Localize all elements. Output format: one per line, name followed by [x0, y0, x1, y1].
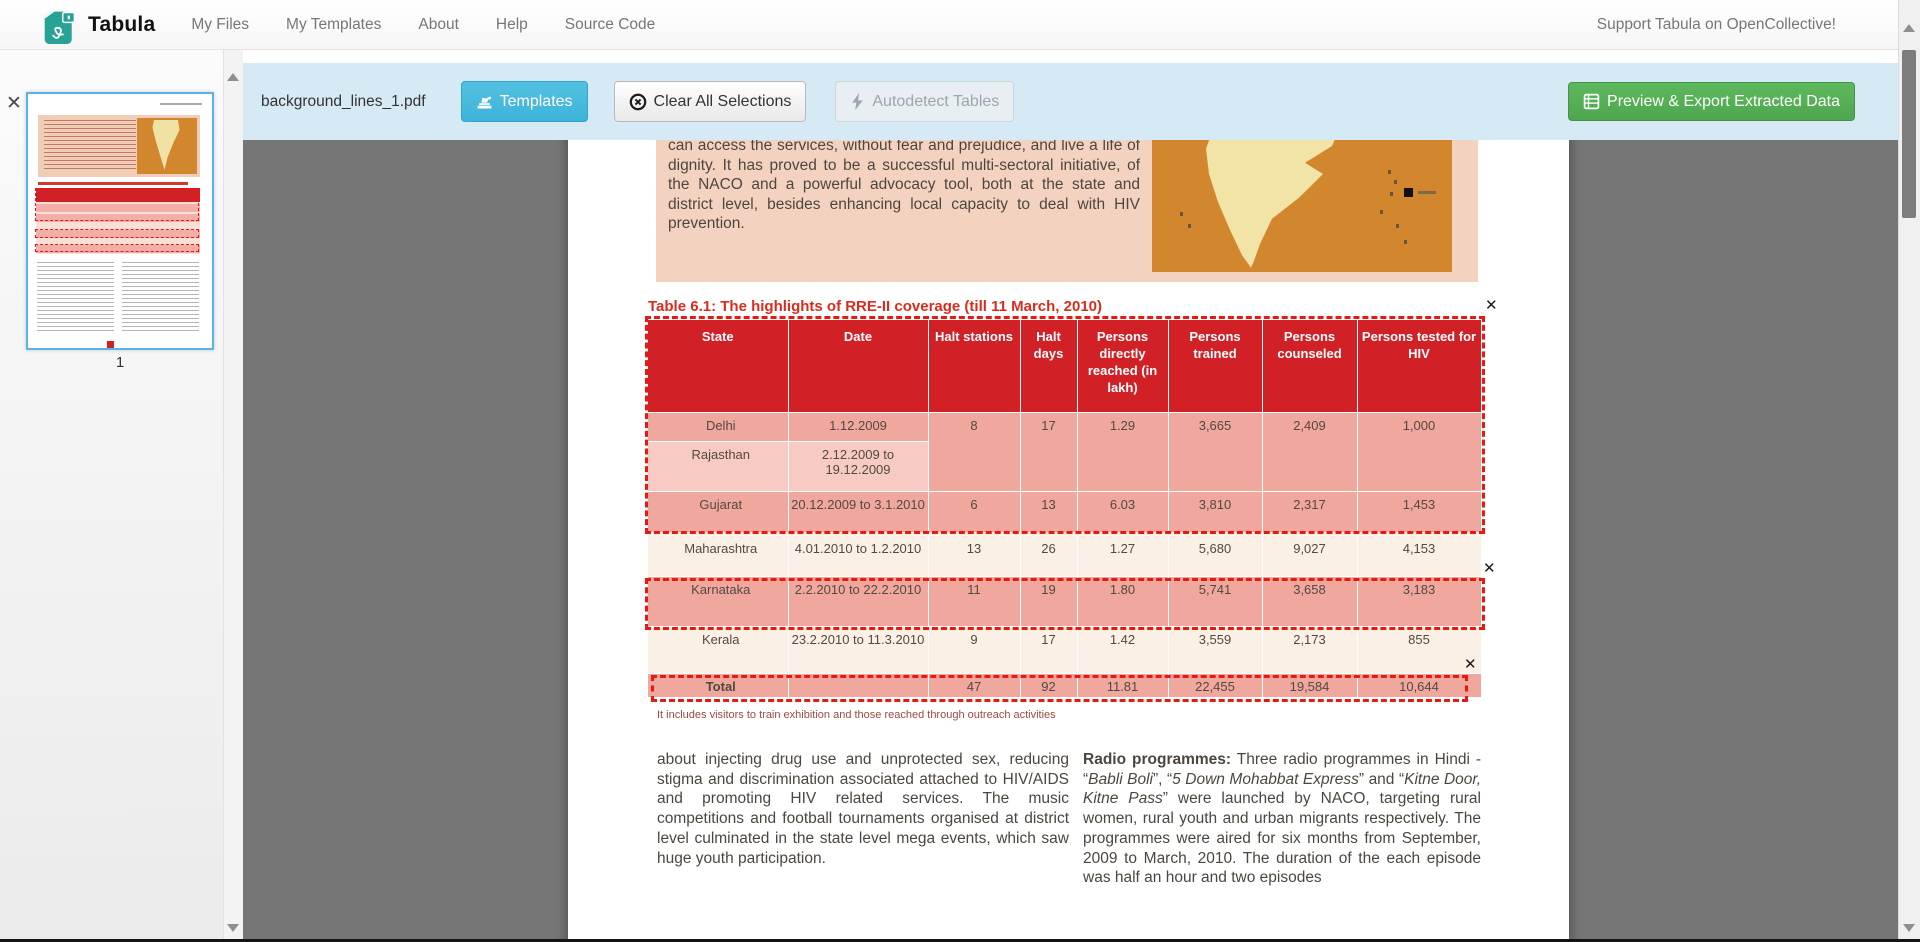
map-legend-square	[1404, 188, 1413, 197]
templates-button-label: Templates	[499, 92, 573, 110]
selection-box-3[interactable]	[651, 675, 1468, 702]
map-island-dot	[1188, 224, 1191, 228]
nav-about[interactable]: About	[418, 15, 459, 33]
cell-state: Kerala	[648, 626, 788, 673]
preview-export-button[interactable]	[1568, 82, 1855, 121]
cell-tested: 3,183	[1357, 576, 1481, 626]
page-number-label: 1	[115, 354, 125, 371]
cell-tested: 855	[1357, 626, 1481, 673]
cell-counseled: 19,584	[1262, 673, 1357, 697]
cell-reached: 1.27	[1077, 534, 1168, 576]
page-thumbnail[interactable]	[26, 92, 214, 350]
selection-2-close-icon[interactable]: ✕	[1483, 560, 1496, 577]
map-island-dot	[1388, 170, 1391, 174]
templates-icon	[476, 93, 493, 110]
table-row	[648, 534, 1481, 576]
cell-state: Karnataka	[648, 576, 788, 626]
cell-stations: 9	[928, 626, 1020, 673]
cell-stations: 6	[928, 491, 1020, 534]
thumb-table	[36, 188, 200, 254]
clear-all-selections-button[interactable]	[614, 81, 807, 122]
col-persons-tested: Persons tested for HIV	[1357, 320, 1481, 412]
cell-state: Delhi	[648, 412, 788, 441]
pdf-canvas	[243, 140, 1898, 942]
cell-days: 17	[1020, 412, 1077, 491]
cell-state: Maharashtra	[648, 534, 788, 576]
cell-trained: 3,559	[1168, 626, 1262, 673]
brand-title: Tabula	[88, 12, 156, 36]
cell-stations: 13	[928, 534, 1020, 576]
col-state: State	[648, 320, 788, 412]
cell-trained: 3,665	[1168, 412, 1262, 491]
cell-counseled: 9,027	[1262, 534, 1357, 576]
thumb-page-emblem	[107, 341, 114, 348]
navbar	[0, 0, 1920, 50]
thumb-header-line	[160, 103, 202, 105]
cell-trained: 5,680	[1168, 534, 1262, 576]
cell-reached: 11.81	[1077, 673, 1168, 697]
selection-3-close-icon[interactable]: ✕	[1464, 656, 1477, 673]
map-legend-label-line	[1418, 191, 1436, 194]
remove-page-icon[interactable]: ✕	[6, 93, 22, 114]
support-link[interactable]: Support Tabula on OpenCollective!	[1596, 15, 1836, 33]
thumb-left-column-lines	[37, 262, 114, 334]
cell-counseled: 2,173	[1262, 626, 1357, 673]
export-button-label: Preview & Export Extracted Data	[1607, 92, 1840, 110]
thumb-intro-text-lines	[44, 120, 136, 172]
nav-source-code[interactable]: Source Code	[564, 15, 656, 33]
window-scrollbar[interactable]	[1898, 0, 1920, 942]
tabula-logo	[42, 6, 78, 46]
table-row	[648, 626, 1481, 673]
window-scroll-down-icon[interactable]	[1903, 924, 1915, 932]
intro-paragraph: can access the services, without fear and prejudice, and live a life of dignity. It has proved to be a successful multi-sectoral initiative, of the NACO and a powerful advocacy tool, both at the state and district level, besides enhancing local capacity to deal with HIV prevention.	[668, 140, 1140, 232]
cell-date: 23.2.2010 to 11.3.2010	[788, 626, 928, 673]
cell-tested: 10,644	[1357, 673, 1481, 697]
window-scrollbar-thumb[interactable]	[1902, 50, 1916, 218]
cell-date: 2.2.2010 to 22.2.2010	[788, 576, 928, 626]
selection-box-1[interactable]	[645, 316, 1485, 534]
cell-trained: 3,810	[1168, 491, 1262, 534]
cell-tested: 4,153	[1357, 534, 1481, 576]
selection-1-close-icon[interactable]: ✕	[1485, 297, 1498, 314]
map-island-dot	[1404, 240, 1407, 244]
nav-links	[191, 16, 655, 34]
cell-days: 92	[1020, 673, 1077, 697]
cell-trained: 5,741	[1168, 576, 1262, 626]
cell-date: 20.12.2009 to 3.1.2010	[788, 491, 928, 534]
cell-tested: 1,453	[1357, 491, 1481, 534]
india-map-image	[1152, 140, 1452, 272]
thumb-selection-box	[35, 229, 199, 238]
thumb-table-title-line	[38, 182, 188, 185]
cell-date: 2.12.2009 to 19.12.2009	[788, 441, 928, 491]
col-persons-reached: Persons directly reached (in lakh)	[1077, 320, 1168, 412]
nav-my-files[interactable]: My Files	[191, 15, 250, 33]
nav-help[interactable]: Help	[495, 15, 528, 33]
cell-stations: 11	[928, 576, 1020, 626]
thumb-selection-box	[35, 188, 199, 221]
map-island-dot	[1394, 180, 1397, 184]
map-island-dot	[1390, 192, 1393, 196]
thumbnail-sidebar	[0, 50, 243, 942]
scroll-up-icon[interactable]	[227, 73, 239, 81]
scroll-down-icon[interactable]	[227, 924, 239, 932]
autodetect-button-label: Autodetect Tables	[872, 92, 1000, 110]
map-island-dot	[1380, 210, 1383, 214]
document-filename: background_lines_1.pdf	[261, 92, 426, 110]
sidebar-scrollbar[interactable]	[223, 50, 243, 942]
cell-stations: 47	[928, 673, 1020, 697]
lightning-bolt-icon	[850, 93, 865, 110]
cell-counseled: 3,658	[1262, 576, 1357, 626]
col-persons-trained: Persons trained	[1168, 320, 1262, 412]
right-text-column: Radio programmes: Three radio programmes in Hindi - “Babli Boli”, “5 Down Mohabbat Express” and “Kitne Door, Kitne Pass” were launched by NACO, targeting rural women, rural youth and urban migrants respectively. The programmes were aired for six months from September, 2009 to March, 2010. The duration of the each episode was half an hour and two episodes	[1083, 751, 1482, 887]
cell-days: 19	[1020, 576, 1077, 626]
templates-button[interactable]	[461, 81, 588, 122]
col-halt-stations: Halt stations	[928, 320, 1020, 412]
thumb-map-land	[151, 120, 181, 170]
thumb-right-column-lines	[122, 262, 199, 334]
toolbar	[243, 63, 1898, 140]
thumb-selection-box	[35, 244, 199, 252]
cell-reached: 1.42	[1077, 626, 1168, 673]
selection-box-2[interactable]	[645, 578, 1485, 630]
table-list-icon	[1583, 93, 1600, 110]
cell-tested: 1,000	[1357, 412, 1481, 491]
cell-counseled: 2,409	[1262, 412, 1357, 491]
cell-reached: 6.03	[1077, 491, 1168, 534]
cell-days: 13	[1020, 491, 1077, 534]
clear-button-label: Clear All Selections	[653, 92, 792, 110]
cell-state: Rajasthan	[648, 441, 788, 491]
cell-days: 17	[1020, 626, 1077, 673]
clear-circle-x-icon	[629, 93, 647, 111]
window-scroll-up-icon[interactable]	[1903, 24, 1915, 32]
cell-date: 4.01.2010 to 1.2.2010	[788, 534, 928, 576]
cell-date: 1.12.2009	[788, 412, 928, 441]
table-title: Table 6.1: The highlights of RRE-II coverage (till 11 March, 2010)	[648, 298, 1102, 315]
map-island-dot	[1180, 212, 1183, 216]
cell-reached: 1.80	[1077, 576, 1168, 626]
thumb-map	[137, 118, 197, 174]
cell-state: Gujarat	[648, 491, 788, 534]
col-date: Date	[788, 320, 928, 412]
thumb-intro-block	[38, 115, 200, 177]
nav-my-templates[interactable]: My Templates	[286, 15, 382, 33]
cell-counseled: 2,317	[1262, 491, 1357, 534]
col-persons-counseled: Persons counseled	[1262, 320, 1357, 412]
autodetect-tables-button	[835, 81, 1014, 122]
left-text-column: about injecting drug use and unprotected sex, reducing stigma and discrimination associated attached to HIV/AIDS and promoting HIV related services. The music competitions and football tournaments organised at district level culminated in the state level mega events, which saw huge youth participation.	[657, 751, 1069, 867]
cell-reached: 1.29	[1077, 412, 1168, 491]
cell-stations: 8	[928, 412, 1020, 491]
cell-days: 26	[1020, 534, 1077, 576]
col-halt-days: Halt days	[1020, 320, 1077, 412]
map-island-dot	[1396, 224, 1399, 228]
cell-state: Total	[648, 673, 788, 697]
map-landmass	[1152, 140, 1452, 272]
cell-trained: 22,455	[1168, 673, 1262, 697]
table-footnote: It includes visitors to train exhibition and those reached through outreach activities	[657, 709, 1056, 721]
